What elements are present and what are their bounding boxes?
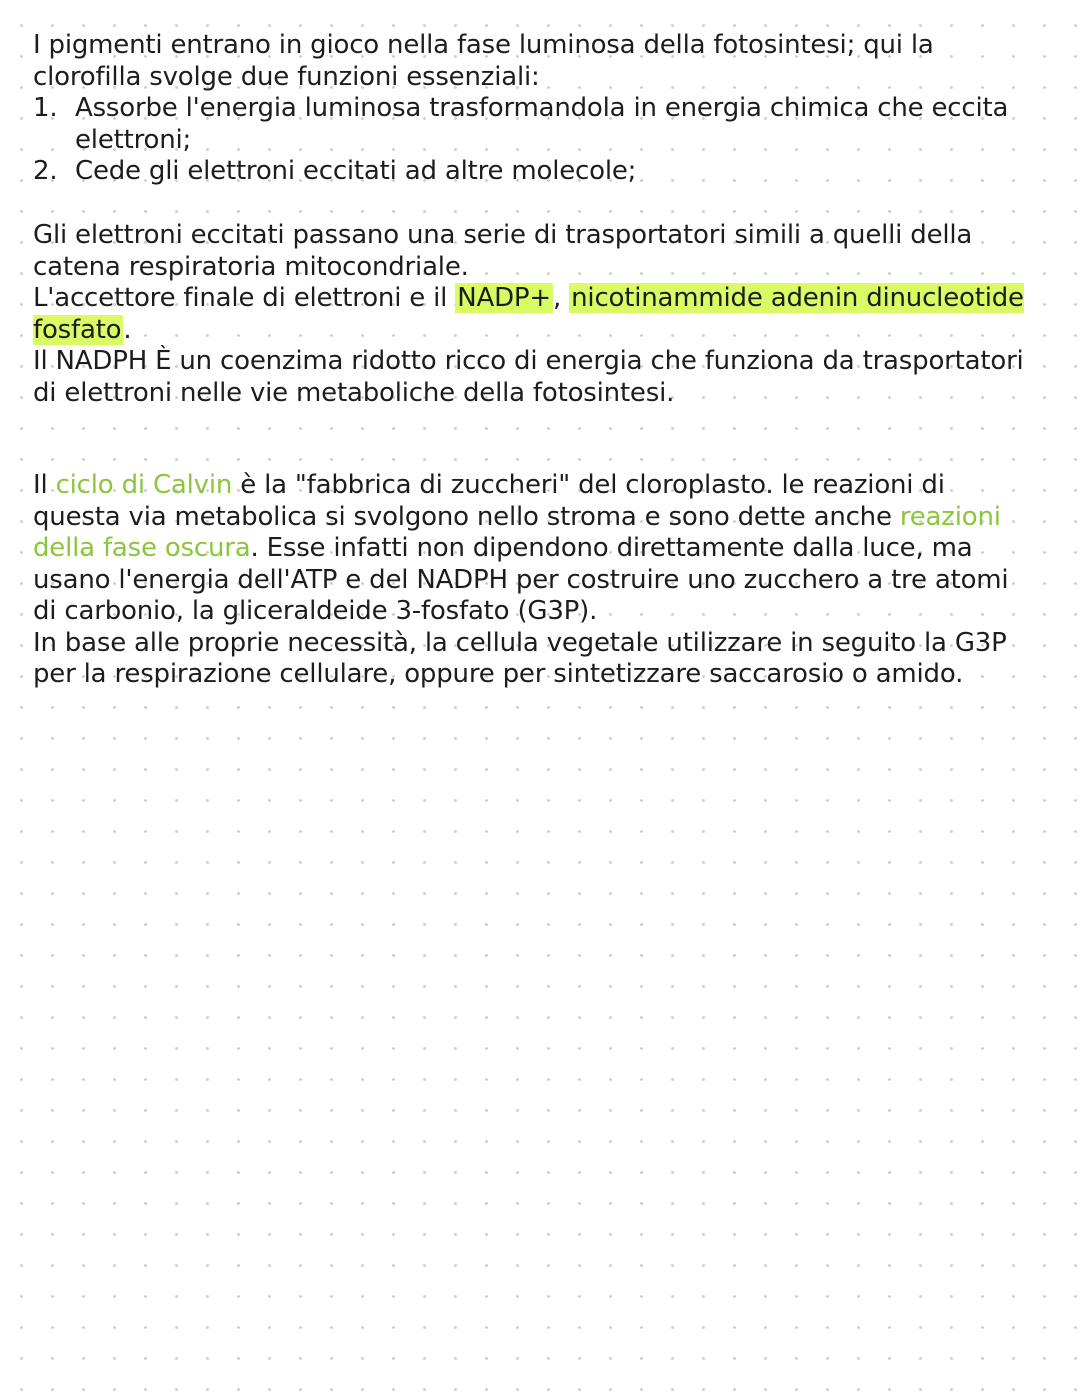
list-number: 2. — [33, 156, 58, 186]
acceptor-prefix: L'accettore finale di elettroni e il — [33, 283, 456, 313]
dark-phase-term: reazioni della fase oscura — [33, 501, 1001, 563]
acceptor-text — [33, 283, 1033, 346]
calvin-pre: Il — [33, 470, 56, 500]
intro-paragraph — [33, 30, 1033, 188]
list-item-text: Cede gli elettroni eccitati ad altre molecole; — [75, 156, 637, 186]
calvin-paragraph — [33, 470, 1033, 691]
list-number: 1. — [33, 93, 58, 123]
acceptor-separator: , — [553, 283, 570, 313]
calvin-rest: . Esse infatti non dipendono direttamente dalla luce, ma usano l'energia dell'ATP e del NADPH per costruire uno zucchero a tre atomi di carbonio, la gliceraldeide 3-fosfato (G3P). — [33, 533, 1009, 626]
list-item — [33, 156, 1033, 188]
calvin-mid: è la "fabbrica di zuccheri" del cloroplasto. le reazioni di questa via metabolica si svolgono nello stroma e sono dette anche — [33, 470, 945, 532]
list-item-text: Assorbe l'energia luminosa trasformandola in energia chimica che eccita elettroni; — [75, 93, 1009, 155]
electrons-text: Gli elettroni eccitati passano una serie di trasportatori simili a quelli della catena respiratoria mitocondriale. — [33, 220, 973, 282]
nadph-text: Il NADPH È un coenzima ridotto ricco di energia che funziona da trasportatori di elettroni nelle vie metaboliche della fotosintesi. — [33, 346, 1024, 408]
nadp-highlight: NADP+ — [457, 283, 551, 313]
intro-text: I pigmenti entrano in gioco nella fase luminosa della fotosintesi; qui la clorofilla svolge due funzioni essenziali: — [33, 30, 934, 92]
nadp-fullname-highlight: nicotinammide adenin dinucleotide fosfato — [33, 283, 1024, 345]
calvin-text — [33, 470, 1033, 628]
acceptor-suffix: . — [123, 314, 132, 345]
list-item — [33, 93, 1033, 156]
calvin-cycle-term: ciclo di Calvin — [55, 470, 233, 500]
calvin-last-text: In base alle proprie necessità, la cellula vegetale utilizzare in seguito la G3P per la respirazione cellulare, oppure per sintetizzare saccarosio o amido. — [33, 627, 1007, 689]
electrons-paragraph — [33, 220, 1033, 409]
